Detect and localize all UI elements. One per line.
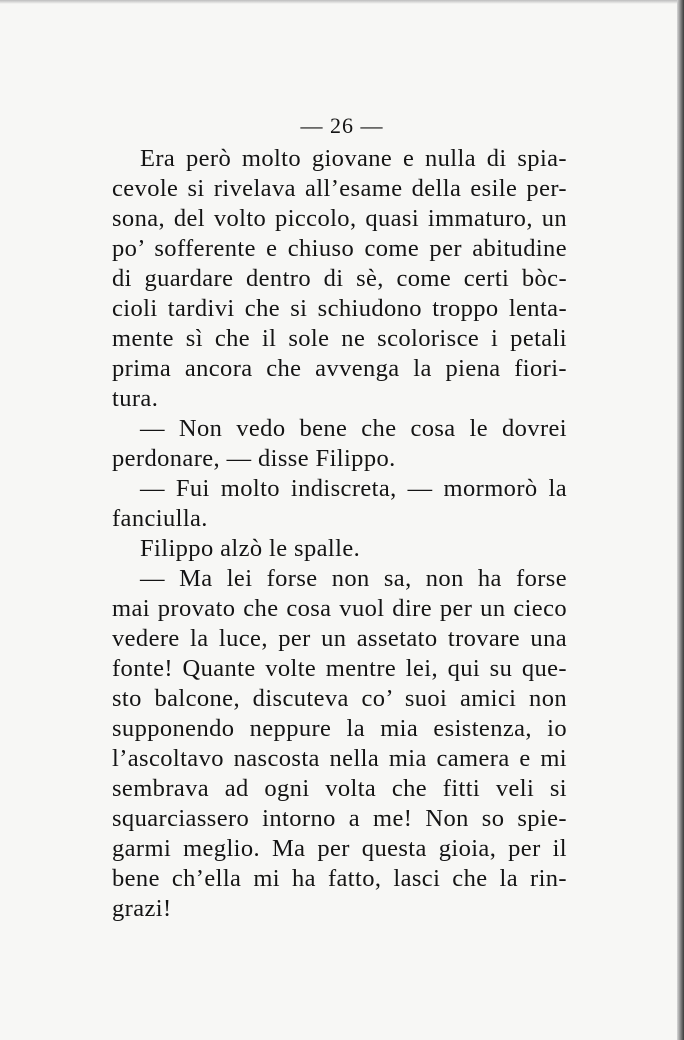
page-number: — 26 — bbox=[300, 113, 384, 138]
page-top-edge bbox=[0, 0, 684, 4]
text-line: — Non vedo bene che cosa le dovrei bbox=[140, 415, 567, 442]
text-line: supponendo neppure la mia esistenza, io bbox=[112, 715, 567, 742]
text-line: fonte! Quante volte mentre lei, qui su que- bbox=[112, 655, 567, 682]
text-line: mai provato che cosa vuol dire per un cieco bbox=[112, 595, 567, 622]
text-line: sto balcone, discuteva co’ suoi amici non bbox=[112, 685, 567, 712]
text-line: bene ch’ella mi ha fatto, lasci che la rin- bbox=[112, 865, 567, 892]
text-line: Era però molto giovane e nulla di spia- bbox=[140, 145, 567, 172]
text-line: tura. bbox=[112, 385, 159, 412]
text-line: po’ sofferente e chiuso come per abitudine bbox=[112, 235, 567, 262]
text-line: sona, del volto piccolo, quasi immaturo, un bbox=[112, 205, 567, 232]
text-line: garmi meglio. Ma per questa gioia, per il bbox=[112, 835, 567, 862]
text-line: l’ascoltavo nascosta nella mia camera e mi bbox=[112, 745, 567, 772]
text-line: sembrava ad ogni volta che fitti veli si bbox=[112, 775, 567, 802]
text-line: fanciulla. bbox=[112, 505, 208, 532]
page-binding-edge bbox=[677, 0, 684, 1040]
text-line: Filippo alzò le spalle. bbox=[140, 535, 361, 562]
text-line: vedere la luce, per un assetato trovare una bbox=[112, 625, 567, 652]
text-line: mente sì che il sole ne scolorisce i petali bbox=[112, 325, 567, 352]
text-line: grazi! bbox=[112, 895, 172, 922]
text-line: prima ancora che avvenga la piena fiori- bbox=[112, 355, 567, 382]
body-text bbox=[112, 144, 567, 924]
text-line: squarciassero intorno a me! Non so spie- bbox=[112, 805, 567, 832]
text-line: — Ma lei forse non sa, non ha forse bbox=[140, 565, 567, 592]
text-line: di guardare dentro di sè, come certi bòc- bbox=[112, 265, 567, 292]
text-line: perdonare, — disse Filippo. bbox=[112, 445, 396, 472]
text-line: cevole si rivelava all’esame della esile per- bbox=[112, 175, 567, 202]
text-line: cioli tardivi che si schiudono troppo lenta- bbox=[112, 295, 567, 322]
text-line: — Fui molto indiscreta, — mormorò la bbox=[140, 475, 567, 502]
